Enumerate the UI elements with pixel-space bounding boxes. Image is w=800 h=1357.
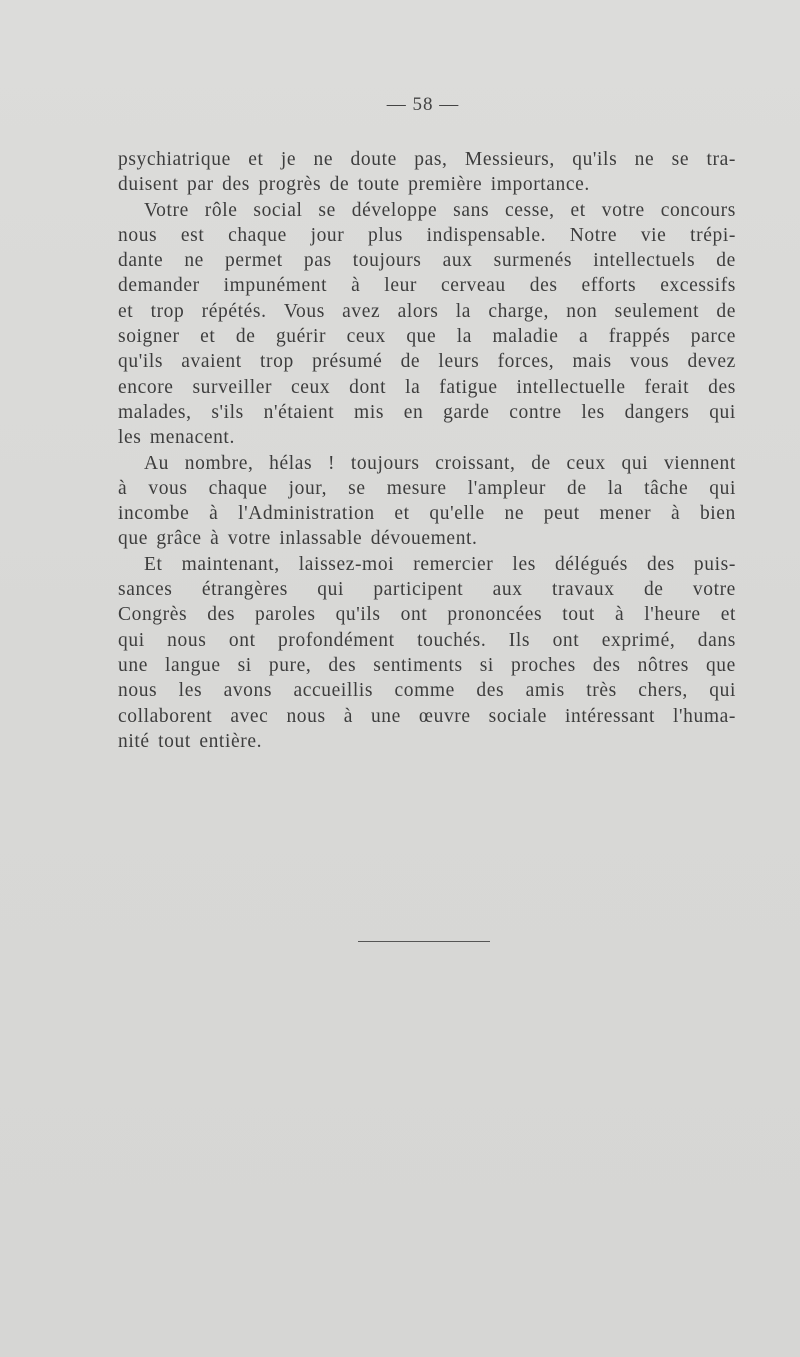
word: qui <box>317 579 344 601</box>
word: langue <box>165 654 221 676</box>
section-end-rule <box>358 941 490 942</box>
word: est <box>180 224 205 246</box>
text-line <box>118 628 736 653</box>
word: et <box>118 300 134 322</box>
word: nôtres <box>637 654 689 676</box>
word: œuvre <box>418 705 471 727</box>
word: à <box>614 604 625 626</box>
word: de <box>643 579 664 601</box>
word: avaient <box>181 351 242 373</box>
word: ceux <box>290 376 331 398</box>
word: à <box>351 275 361 297</box>
word: guérir <box>275 326 327 348</box>
word: ne <box>313 149 334 170</box>
word: chers, <box>638 680 688 702</box>
word: qui <box>621 452 649 474</box>
word: ne <box>504 503 525 525</box>
word: toujours <box>352 250 422 272</box>
word: les <box>581 401 605 423</box>
word: puis- <box>693 553 736 575</box>
word: ne <box>634 149 655 170</box>
word: que <box>406 326 437 348</box>
word: vie <box>640 224 667 246</box>
word: la <box>607 477 623 499</box>
word: que grâce à votre inlassable dévouement. <box>118 528 478 550</box>
word: ceux <box>346 326 386 348</box>
word: dans <box>697 629 736 651</box>
word: ne <box>184 250 204 272</box>
word: votre <box>601 199 645 221</box>
word: Messieurs, <box>464 149 555 170</box>
word: aux <box>442 250 473 272</box>
text-line <box>118 248 736 273</box>
word: cesse, <box>505 199 555 221</box>
word: a <box>578 326 589 348</box>
word: mais <box>572 351 612 373</box>
word: intéressant <box>565 705 655 727</box>
word: la <box>405 376 421 398</box>
word: excessifs <box>660 275 736 297</box>
word: impunément <box>223 275 328 297</box>
text-line <box>118 223 736 248</box>
word: psychiatrique <box>118 149 231 170</box>
word: une <box>370 705 401 727</box>
word: seulement <box>614 300 700 322</box>
word: à <box>209 503 219 525</box>
word: sentiments <box>373 654 463 676</box>
word: délégués <box>554 553 628 575</box>
word: se <box>348 477 366 499</box>
word: nité tout entière. <box>118 730 263 752</box>
word: efforts <box>581 275 637 297</box>
word: laissez-moi <box>298 553 395 575</box>
word: de <box>400 351 421 373</box>
word: en <box>403 401 424 423</box>
word: mesure <box>386 477 447 499</box>
word: malades, <box>118 401 192 423</box>
word: maintenant, <box>181 553 280 575</box>
word: tâche <box>644 477 689 499</box>
page-number: — 58 — <box>386 94 460 115</box>
word: jour <box>310 224 345 246</box>
word: à <box>343 705 353 727</box>
word: à <box>670 503 681 525</box>
word: ont <box>400 604 428 626</box>
word: s'ils <box>211 401 244 423</box>
word: avons <box>223 680 273 702</box>
word: prononcées <box>447 604 543 626</box>
word: leurs <box>438 351 480 373</box>
word: travaux <box>551 579 615 601</box>
text-line <box>118 653 736 678</box>
word: de <box>716 250 736 272</box>
word: leur <box>384 275 418 297</box>
word: sans <box>453 199 490 221</box>
text-line <box>118 425 736 450</box>
word: avez <box>342 300 381 322</box>
word: garde <box>443 401 490 423</box>
text-line <box>118 501 736 526</box>
word: les <box>512 553 536 575</box>
text-line <box>118 476 736 501</box>
word: social <box>253 199 303 221</box>
word: ont <box>552 629 580 651</box>
word: à <box>118 477 128 499</box>
text-line <box>118 602 736 627</box>
word: la <box>456 326 473 348</box>
word: Votre <box>144 199 189 221</box>
text-line <box>118 577 736 602</box>
word: comme <box>394 680 455 702</box>
word: l'ampleur <box>467 477 546 499</box>
word: sances <box>118 579 173 601</box>
word: incombe <box>118 503 190 525</box>
text-line <box>118 349 736 374</box>
word: forces, <box>497 351 555 373</box>
text-line <box>118 552 736 577</box>
word: pure, <box>268 654 312 676</box>
word: de <box>531 452 551 474</box>
word: des <box>647 553 675 575</box>
word: votre <box>692 579 736 601</box>
word: des <box>476 680 505 702</box>
word: nous <box>286 705 326 727</box>
word: demander <box>118 275 200 297</box>
word: développe <box>351 199 438 221</box>
text-line <box>118 729 736 754</box>
word: qui <box>118 629 145 651</box>
word: ont <box>228 629 256 651</box>
word: nous <box>118 224 158 246</box>
word: trop <box>150 300 185 322</box>
text-line <box>118 147 736 172</box>
word: touchés. <box>417 629 487 651</box>
word: collaborent <box>118 705 213 727</box>
word: permet <box>225 250 283 272</box>
text-line <box>118 172 736 197</box>
word: devez <box>687 351 736 373</box>
word: accueillis <box>293 680 374 702</box>
word: Et <box>144 553 163 575</box>
word: mener <box>599 503 652 525</box>
word: charge, <box>488 300 550 322</box>
word: que <box>705 654 736 676</box>
word: bien <box>699 503 736 525</box>
text-line <box>118 678 736 703</box>
word: encore <box>118 376 174 398</box>
word: les menacent. <box>118 427 235 449</box>
word: nombre, <box>184 452 254 474</box>
word: nous <box>118 680 158 702</box>
word: ! <box>327 452 336 474</box>
word: jour, <box>288 477 328 499</box>
word: vous <box>629 351 670 373</box>
word: sociale <box>488 705 547 727</box>
text-line <box>118 400 736 425</box>
word: Ils <box>508 629 531 651</box>
word: pas, <box>414 149 448 170</box>
word: toujours <box>350 452 420 474</box>
word: dangers <box>624 401 690 423</box>
word: viennent <box>663 452 736 474</box>
word: je <box>280 149 297 170</box>
word: et <box>200 326 216 348</box>
word: si <box>479 654 494 676</box>
word: intellectuelle <box>516 376 626 398</box>
word: cerveau <box>440 275 506 297</box>
word: surmenés <box>493 250 573 272</box>
text-line <box>118 375 736 400</box>
word: et <box>570 199 586 221</box>
word: dont <box>349 376 387 398</box>
word: l'heure <box>644 604 701 626</box>
word: des <box>207 604 236 626</box>
word: avec <box>230 705 269 727</box>
word: amis <box>525 680 565 702</box>
word: surveiller <box>192 376 273 398</box>
word: proches <box>510 654 576 676</box>
word: contre <box>509 401 562 423</box>
word: paroles <box>255 604 316 626</box>
word: dante <box>118 250 164 272</box>
word: l'Administration <box>238 503 375 525</box>
text-line <box>118 273 736 298</box>
word: nous <box>167 629 207 651</box>
word: soigner <box>118 326 180 348</box>
word: pas <box>303 250 332 272</box>
word: qui <box>709 477 736 499</box>
word: peut <box>543 503 580 525</box>
word: et <box>394 503 410 525</box>
word: profondément <box>278 629 395 651</box>
word: la <box>455 300 472 322</box>
word: si <box>237 654 252 676</box>
word: des <box>708 376 736 398</box>
word: rôle <box>204 199 238 221</box>
word: étrangères <box>201 579 288 601</box>
text-line <box>118 198 736 223</box>
word: croissant, <box>435 452 516 474</box>
word: frappés <box>608 326 671 348</box>
word: des <box>328 654 357 676</box>
word: remercier <box>413 553 494 575</box>
word: trop <box>260 351 294 373</box>
word: alors <box>397 300 439 322</box>
word: vous <box>148 477 188 499</box>
word: non <box>566 300 598 322</box>
word: duisent par des progrès de toute première importance. <box>118 174 590 196</box>
word: de <box>716 300 736 322</box>
word: tout <box>562 604 595 626</box>
body-text <box>118 147 736 754</box>
word: trépi- <box>690 224 736 246</box>
word: des <box>529 275 558 297</box>
word: se <box>318 199 336 221</box>
word: indispensable. <box>426 224 547 246</box>
text-line <box>118 324 736 349</box>
word: maladie <box>492 326 559 348</box>
word: répétés. <box>201 300 267 322</box>
word: intellectuels <box>593 250 696 272</box>
word: ceux <box>566 452 606 474</box>
word: exprimé, <box>601 629 676 651</box>
word: Notre <box>569 224 618 246</box>
word: une <box>118 654 148 676</box>
word: et <box>248 149 264 170</box>
word: et <box>720 604 736 626</box>
word: mis <box>354 401 385 423</box>
word: des <box>592 654 621 676</box>
word: qui <box>709 401 736 423</box>
word: qui <box>709 680 736 702</box>
word: les <box>178 680 203 702</box>
word: qu'ils <box>572 149 618 170</box>
text-line <box>118 526 736 551</box>
word: l'huma- <box>673 705 736 727</box>
word: parce <box>690 326 736 348</box>
word: très <box>586 680 617 702</box>
word: n'étaient <box>263 401 335 423</box>
word: qu'elle <box>429 503 485 525</box>
word: de <box>567 477 587 499</box>
word: chaque <box>208 477 268 499</box>
word: hélas <box>269 452 313 474</box>
text-line <box>118 451 736 476</box>
word: qu'ils <box>335 604 381 626</box>
word: aux <box>492 579 523 601</box>
word: ferait <box>644 376 690 398</box>
word: fatigue <box>439 376 498 398</box>
word: se <box>671 149 690 170</box>
text-line <box>118 299 736 324</box>
word: concours <box>660 199 736 221</box>
word: chaque <box>228 224 287 246</box>
word: de <box>235 326 256 348</box>
word: Vous <box>283 300 325 322</box>
text-line <box>118 704 736 729</box>
word: tra- <box>706 149 736 170</box>
word: qu'ils <box>118 351 164 373</box>
word: plus <box>368 224 403 246</box>
word: Au <box>144 452 170 474</box>
word: doute <box>350 149 397 170</box>
word: Congrès <box>118 604 188 626</box>
word: participent <box>373 579 464 601</box>
word: présumé <box>312 351 383 373</box>
